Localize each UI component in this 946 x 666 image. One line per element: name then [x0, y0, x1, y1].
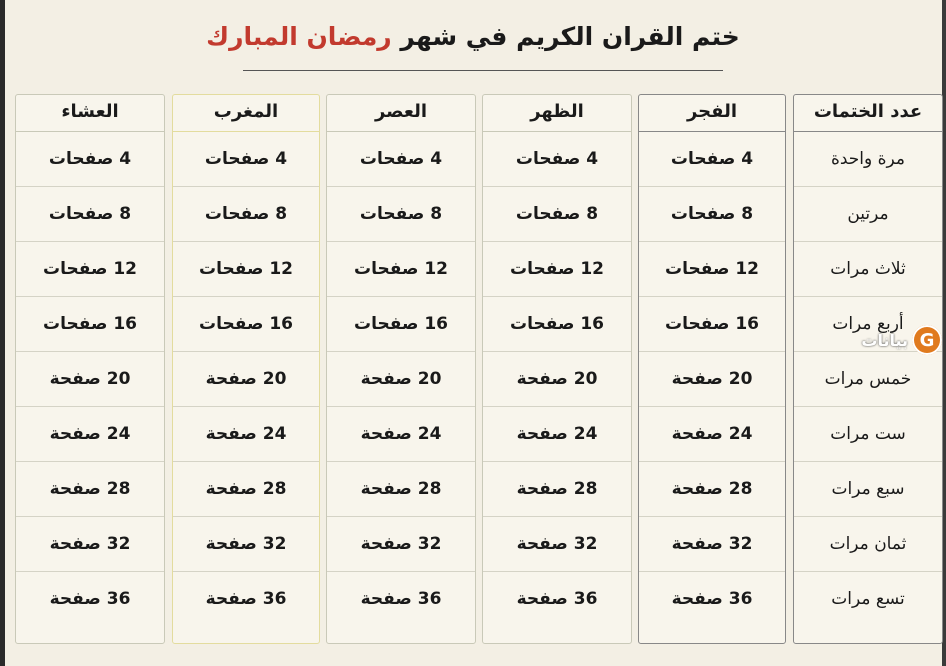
table-cell: 32 صفحة: [16, 517, 164, 572]
watermark: [790, 322, 942, 358]
title-main: ختم القران الكريم في شهر: [400, 22, 740, 51]
row-label: سبع مرات: [794, 462, 942, 517]
row-label: ثمان مرات: [794, 517, 942, 572]
table-cell: 20 صفحة: [16, 352, 164, 407]
watermark-logo-icon: G: [912, 325, 942, 355]
table-cell: 32 صفحة: [639, 517, 785, 572]
table-cell: 20 صفحة: [639, 352, 785, 407]
table-cell: 20 صفحة: [483, 352, 631, 407]
column-isha: [15, 94, 165, 644]
column-header: المغرب: [173, 95, 319, 132]
row-label: مرة واحدة: [794, 132, 942, 187]
table-cell: 12 صفحات: [639, 242, 785, 297]
row-label: أربع مرات: [794, 297, 942, 352]
column-maghrib: [172, 94, 320, 644]
column-header: الظهر: [483, 95, 631, 132]
table-cell: 4 صفحات: [16, 132, 164, 187]
column-header: عدد الختمات: [794, 95, 942, 132]
watermark-text: بيانات: [861, 330, 908, 350]
column-fajr: [638, 94, 786, 644]
table-cell: 32 صفحة: [173, 517, 319, 572]
table-cell: 8 صفحات: [327, 187, 475, 242]
row-label: ثلاث مرات: [794, 242, 942, 297]
table-cell: 24 صفحة: [173, 407, 319, 462]
table-cell: 32 صفحة: [483, 517, 631, 572]
row-label: ست مرات: [794, 407, 942, 462]
column-khatmat-count: [793, 94, 943, 644]
column-header: الفجر: [639, 95, 785, 132]
left-frame-edge: [0, 0, 5, 666]
table-cell: 28 صفحة: [327, 462, 475, 517]
table-cell: 16 صفحات: [173, 297, 319, 352]
table-cell: 20 صفحة: [327, 352, 475, 407]
title-highlight: رمضان المبارك: [206, 22, 392, 51]
table-cell: 28 صفحة: [16, 462, 164, 517]
table-cell: 36 صفحة: [49, 589, 131, 609]
table-cell: 36 صفحة: [205, 589, 287, 609]
table-cell: 28 صفحة: [639, 462, 785, 517]
table-cell: 24 صفحة: [327, 407, 475, 462]
table-cell: 20 صفحة: [173, 352, 319, 407]
table-cell: 36 صفحة: [516, 589, 598, 609]
table-cell: 4 صفحات: [327, 132, 475, 187]
table-cell: 28 صفحة: [173, 462, 319, 517]
row-label: خمس مرات: [794, 352, 942, 407]
column-header: العشاء: [16, 95, 164, 132]
table-cell: 36 صفحة: [671, 589, 753, 609]
table-cell: 28 صفحة: [483, 462, 631, 517]
row-label: مرتين: [794, 187, 942, 242]
table-cell: 24 صفحة: [639, 407, 785, 462]
table-cell: 4 صفحات: [173, 132, 319, 187]
column-asr: [326, 94, 476, 644]
row-label: تسع مرات: [831, 589, 905, 609]
table-cell: 24 صفحة: [16, 407, 164, 462]
table-cell: 16 صفحات: [483, 297, 631, 352]
table-cell: 8 صفحات: [16, 187, 164, 242]
table-cell: 16 صفحات: [639, 297, 785, 352]
table-cell: 4 صفحات: [483, 132, 631, 187]
table-cell: 8 صفحات: [639, 187, 785, 242]
table-cell: 16 صفحات: [327, 297, 475, 352]
table-cell: 32 صفحة: [327, 517, 475, 572]
table-cell: 8 صفحات: [483, 187, 631, 242]
column-header: العصر: [327, 95, 475, 132]
table-cell: 8 صفحات: [173, 187, 319, 242]
title-underline: [243, 70, 723, 71]
table-cell: 12 صفحات: [483, 242, 631, 297]
table-cell: 12 صفحات: [327, 242, 475, 297]
table-cell: 12 صفحات: [16, 242, 164, 297]
table-cell: 24 صفحة: [483, 407, 631, 462]
table-cell: 16 صفحات: [16, 297, 164, 352]
page-title: [0, 22, 946, 51]
table-cell: 4 صفحات: [639, 132, 785, 187]
table-cell: 12 صفحات: [173, 242, 319, 297]
column-dhuhr: [482, 94, 632, 644]
table-cell: 36 صفحة: [360, 589, 442, 609]
